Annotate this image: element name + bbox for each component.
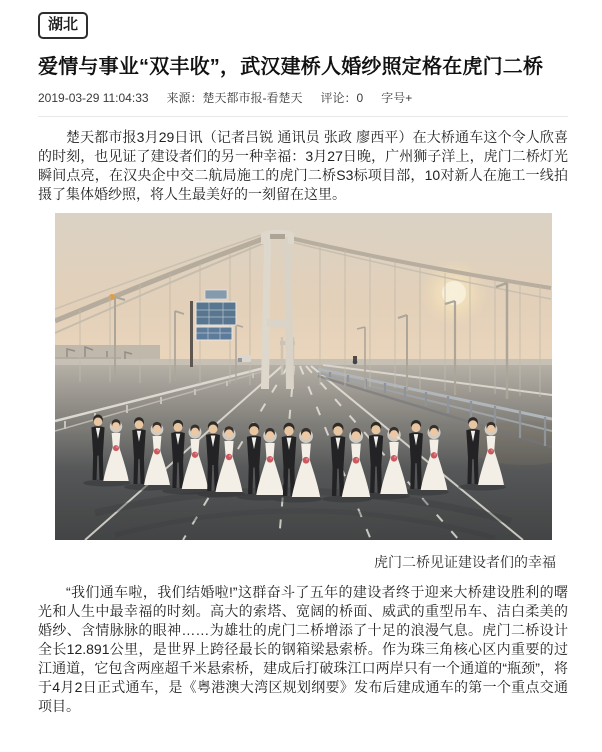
comments-count[interactable]: 评论：0: [320, 91, 364, 105]
bridge-wedding-photo: [55, 213, 552, 540]
category-row: [38, 12, 568, 39]
source-label: 来源：楚天都市报-看楚天: [166, 91, 303, 105]
photo-caption: 虎门二桥见证建设者们的幸福: [374, 554, 556, 570]
article-photo: [55, 213, 552, 540]
paragraph-1: 楚天都市报3月29日讯（记者吕锐 通讯员 张政 廖西平）在大桥通车这个令人欣喜的时刻，也见证了建设者们的另一种幸福：3月27日晚，广州狮子洋上，虎门二桥灯光瞬间点亮，在汉央企中交二航局施工的虎门二桥S3标项目部，10对新人在施工一线拍摄了集体婚纱照，将人生最美好的一刻留在这里。: [38, 129, 568, 202]
article-title: 爱情与事业“双丰收”，武汉建桥人婚纱照定格在虎门二桥: [38, 56, 544, 78]
publish-datetime: 2019-03-29 11:04:33: [38, 90, 149, 105]
meta-divider: [38, 116, 568, 117]
font-size-control[interactable]: 字号+: [381, 91, 413, 105]
paragraph-2: “我们通车啦，我们结婚啦!”这群奋斗了五年的建设者终于迎来大桥建设胜利的曙光和人生中最幸福的时刻。高大的索塔、宽阔的桥面、威武的重型吊车、洁白柔美的婚纱、含情脉脉的眼神……为雄壮的虎门二桥增添了十足的浪漫气息。虎门二桥设计全长12.891公里，是世界上跨径最长的钢箱梁悬索桥。作为珠三角核心区内重要的过江通道，它包含两座超千米悬索桥，建成后打破珠江口两岸只有一个通道的“瓶颈”，将于4月2日正式通车，是《粤港澳大湾区规划纲要》发布后建成通车的第一个重点交通项目。: [38, 584, 568, 714]
haze-overlay: [55, 213, 552, 540]
category-badge-hubei[interactable]: 湖北: [38, 12, 88, 39]
article-meta: [38, 89, 568, 106]
